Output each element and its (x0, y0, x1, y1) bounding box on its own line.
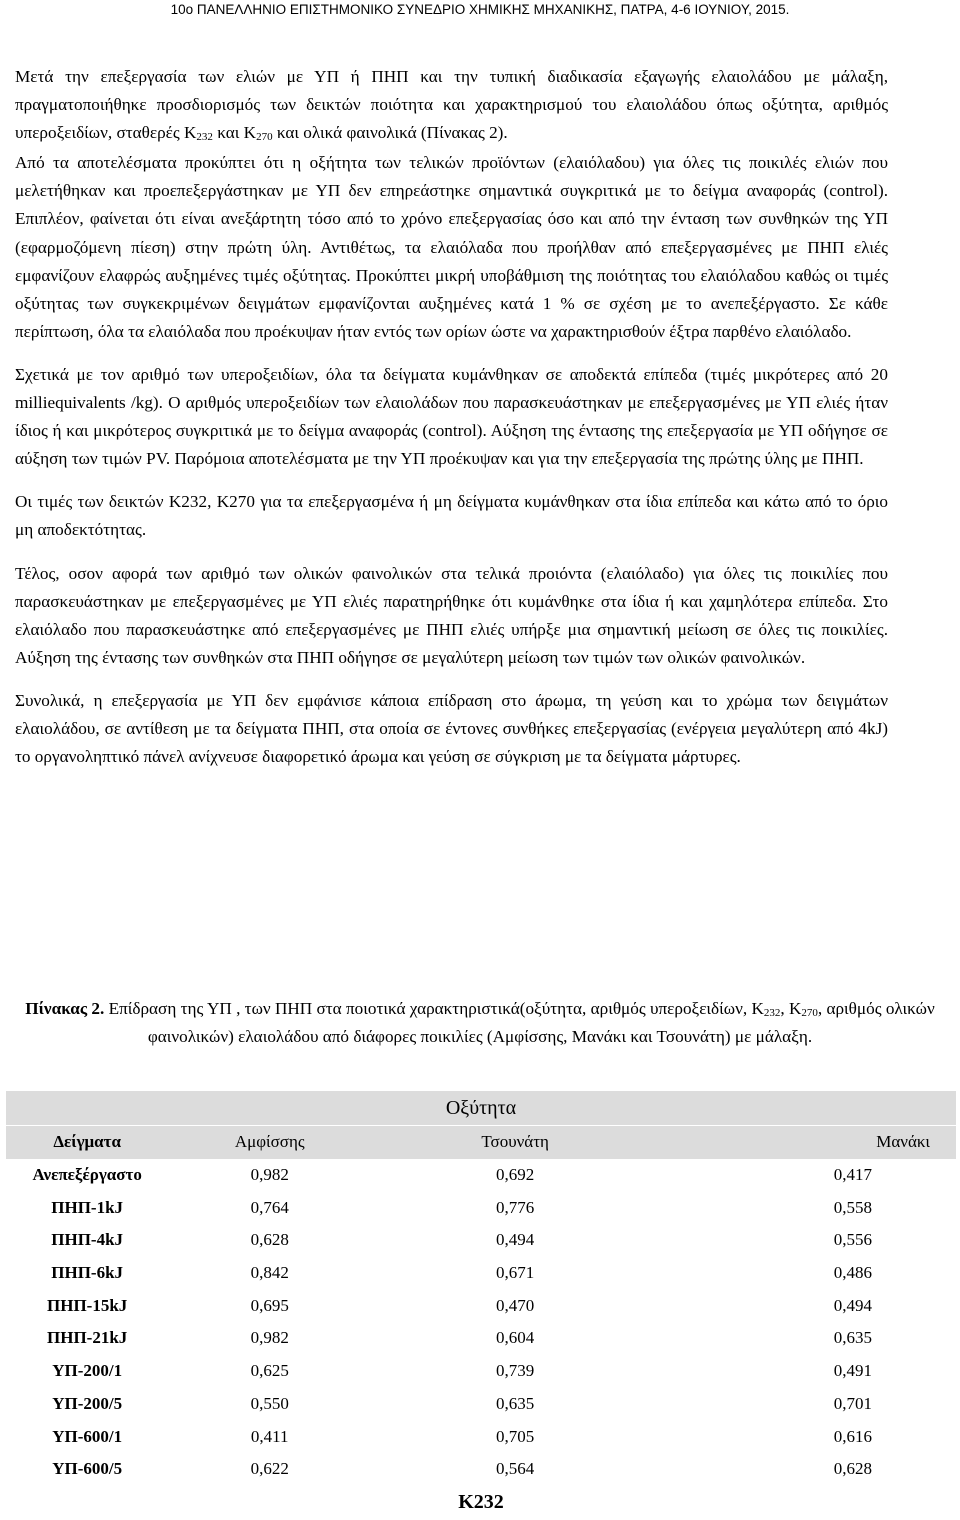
value-cell: 0,625 (250, 1361, 289, 1381)
value-cell: 0,671 (496, 1263, 535, 1283)
value-cell: 0,635 (833, 1328, 872, 1348)
document-body (15, 63, 888, 786)
table-column-header (6, 1126, 956, 1159)
value-cell: 0,556 (833, 1230, 872, 1250)
sample-name-cell: ΠΗΠ-6kJ (51, 1263, 124, 1283)
value-cell: 0,411 (250, 1426, 289, 1446)
table-row (6, 1224, 956, 1257)
table-caption: Πίνακας 2. Επίδραση της ΥΠ , των ΠΗΠ στα ποιοτικά χαρακτηριστικά(οξύτητα, αριθμός υπεροξειδίων, $K_{232}$, $K_{270}$, αριθμός ολικών φαινολικών) ελαιολάδου από διάφορες ποικιλίες (Αμφίσσης, Μανάκι και Τσουνάτη) με μάλαξη. (25, 999, 935, 1046)
paragraph-5: Τέλος, οσον αφορά των αριθμό των ολικών φαινολικών στα τελικά προιόντα (ελαιόλαδο) για όλες τις ποικιλίες που παρασκευάστηκαν με επεξεργασμένες με ΥΠ ελιές παρατηρήθηκε ότι κυμάνθηκε στα ίδια ή και χαμηλότερα επίπεδα. Στο ελαιόλαδο που παρασκευάστηκε από επεξεργασμένες με ΠΗΠ ελιές υπήρξε μια σημαντική μείωση σε όλες τις ποικιλίες. Αύξηση της έντασης των συνθηκών στα ΠΗΠ οδήγησε σε μεγαλύτερη μείωση των τιμών των ολικών φαινολικών. (15, 563, 888, 667)
table-row (6, 1420, 956, 1453)
value-cell: 0,982 (250, 1165, 289, 1185)
value-cell: 0,558 (833, 1197, 872, 1217)
value-cell: 0,705 (496, 1426, 535, 1446)
value-cell: 0,701 (833, 1393, 872, 1413)
value-cell: 0,470 (496, 1295, 535, 1315)
paragraph-6: Συνολικά, η επεξεργασία με ΥΠ δεν εμφάνισε κάποια επίδραση στο άρωμα, τη γεύση και το χρώμα των δειγμάτων ελαιολάδου, σε αντίθεση με τα δείγματα ΠΗΠ, στα οποία σε έντονες συνθήκες επεξεργασίας (ενέργεια μεγαλύτερη από 4kJ) το οργανοληπτικό πάνελ ανίχνευσε διαφορετικό άρωμα και γεύση σε σύγκριση με τα δείγματα μάρτυρες. (15, 690, 888, 767)
value-cell: 0,692 (496, 1165, 535, 1185)
value-cell: 0,776 (496, 1197, 535, 1217)
value-cell: 0,494 (496, 1230, 535, 1250)
value-cell: 0,486 (833, 1263, 872, 1283)
table-row (6, 1388, 956, 1421)
sample-name-cell: ΥΠ-600/5 (52, 1459, 123, 1479)
table-row (6, 1355, 956, 1388)
table-group-header (6, 1091, 956, 1126)
paragraph-2: Από τα αποτελέσματα προκύπτει ότι η οξήτητα των τελικών προϊόντων (ελαιόλαδου) για όλες τις ποικιλές ελιών που μελετήθηκαν και προεπεξεργάστηκαν με ΥΠ δεν επηρεάστηκε σημαντικά συγκριτικά με το δείγμα αναφοράς (control). Επιπλέον, φαίνεται ότι είναι ανεξάρτητη τόσο από το χρόνο επεξεργασίας όσο και από την ένταση των συνθηκών της ΥΠ (εφαρμοζόμενη πίεση) στην πρώτη ύλη. Αντιθέτως, τα ελαιόλαδα που προήλθαν από επεξεργασμένες με ΠΗΠ ελιές εμφανίζουν ελαφρώς αυξημένες τιμές οξύτητας. Προκύπτει μικρή υποβάθμιση της ποιότητας του ελαιόλαδου καθώς οι τιμές οξύτητας των συγκεκριμένων δειγμάτων εμφανίζονται αυξημένες κατά 1 % σε σχέση με το ανεπεξέργαστο. Σε κάθε περίπτωση, όλα τα ελαιόλαδα που προέκυψαν ήταν εντός των ορίων ώστε να χαρακτηρισθούν έξτρα παρθένο ελαιόλαδο. (15, 153, 888, 341)
table-row (6, 1322, 956, 1355)
column-header-amfissis: Αμφίσσης (168, 1126, 371, 1159)
paragraph-3: Σχετικά με τον αριθμό των υπεροξειδίων, όλα τα δείγματα κυμάνθηκαν σε αποδεκτά επίπεδα (τιμές μικρότερες από 20 milliequivalents /kg). Ο αριθμός υπεροξειδίων των ελαιολάδων που παρασκευάστηκαν με επεξεργασμένες με ΥΠ ελιές ήταν ίδιος ή και μικρότερος συγκριτικά με το δείγμα αναφοράς (control). Αύξηση της έντασης της επεξεργασία με ΥΠ οδήγησε σε αύξηση των τιμών PV. Παρόμοια αποτελέσματα με την ΥΠ προέκυψαν και για την επεξεργασία της πρώτης ύλης με ΠΗΠ. (15, 364, 888, 469)
sample-name-cell: ΠΗΠ-4kJ (51, 1230, 124, 1250)
column-header-tsounati: Τσουνάτη (371, 1126, 659, 1159)
value-cell: 0,635 (496, 1393, 535, 1413)
value-cell: 0,764 (250, 1197, 289, 1217)
column-header-samples: Δείγματα (6, 1126, 168, 1159)
table-row (6, 1191, 956, 1224)
value-cell: 0,417 (833, 1165, 872, 1185)
value-cell: 0,842 (250, 1263, 289, 1283)
sample-name-cell: ΥΠ-200/5 (52, 1393, 123, 1413)
table-group-header-k232 (6, 1486, 956, 1520)
value-cell: 0,695 (250, 1295, 289, 1315)
table-caption-label: Πίνακας 2. (25, 999, 105, 1018)
value-cell: 0,739 (496, 1361, 535, 1381)
sample-name-cell: ΠΗΠ-21kJ (47, 1328, 128, 1348)
column-header-manaki: Μανάκι (659, 1126, 956, 1159)
table-row (6, 1257, 956, 1290)
paragraph-4: Οι τιμές των δεικτών Κ232, Κ270 για τα επεξεργασμένα ή μη δείγματα κυμάνθηκαν στα ίδια επίπεδα και κάτω από το όριο μη αποδεκτότητας. (15, 492, 888, 540)
conference-header: 10ο ΠΑΝΕΛΛΗΝΙΟ ΕΠΙΣΤΗΜΟΝΙΚΟ ΣΥΝΕΔΡΙΟ ΧΗΜΙΚΗΣ ΜΗΧΑΝΙΚΗΣ, ΠΑΤΡΑ, 4-6 ΙΟΥΝΙΟΥ, 2015. (170, 2, 790, 17)
value-cell: 0,604 (496, 1328, 535, 1348)
value-cell: 0,564 (496, 1459, 535, 1479)
value-cell: 0,491 (833, 1361, 872, 1381)
sample-name-cell: ΠΗΠ-1kJ (51, 1197, 124, 1217)
sample-name-cell: ΥΠ-600/1 (52, 1426, 123, 1446)
table-row (6, 1453, 956, 1486)
value-cell: 0,628 (250, 1230, 289, 1250)
sample-name-cell: Ανεπεξέργαστο (32, 1165, 142, 1185)
value-cell: 0,628 (833, 1459, 872, 1479)
value-cell: 0,622 (250, 1459, 289, 1479)
sample-name-cell: ΥΠ-200/1 (52, 1361, 123, 1381)
value-cell: 0,616 (833, 1426, 872, 1446)
value-cell: 0,982 (250, 1328, 289, 1348)
sample-name-cell: ΠΗΠ-15kJ (47, 1295, 128, 1315)
paragraph-1: Μετά την επεξεργασία των ελιών με ΥΠ ή ΠΗΠ και την τυπική διαδικασία εξαγωγής ελαιολάδου με μάλαξη, πραγματοποιήθηκε προσδιορισμός των δεικτών ποιότητα και χαρακτηρισμού του ελαιολάδου όπως οξύτητα, αριθμός υπεροξειδίων, σταθερές $K_{232}$ και $K_{270}$ και ολικά φαινολικά (Πίνακας 2). (15, 67, 888, 144)
group-title-k232: K232 (458, 1491, 504, 1514)
table-row (6, 1289, 956, 1322)
results-table (6, 1091, 956, 1520)
group-title: Οξύτητα (6, 1091, 956, 1126)
table-row (6, 1159, 956, 1192)
value-cell: 0,494 (833, 1295, 872, 1315)
value-cell: 0,550 (250, 1393, 289, 1413)
